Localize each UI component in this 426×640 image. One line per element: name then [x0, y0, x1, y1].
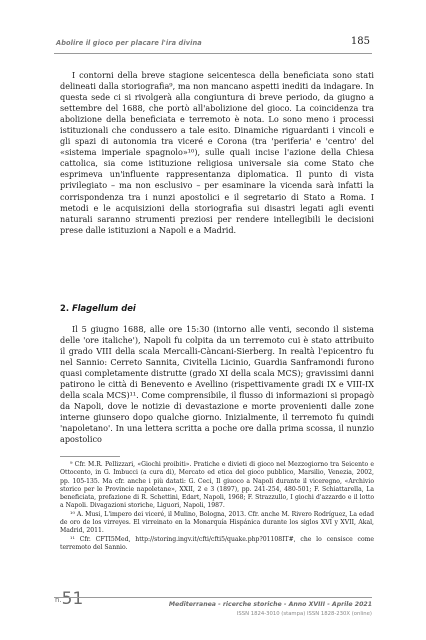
footnote-9: ⁹ Cfr. M.R. Pellizzari, «Giochi proibiti». Pratiche e divieti di gioco nel Mezzogiorno tra Seicento e Ottocento, in G. Imbucci (a cura di), Mercato ed etica del gioco pubblico, Marsilio, Venezia, 2002, pp. 105-135. Ma cfr. anche i più datati: G. Ceci, Il giuoco a Napoli durante il viceregno, «Archivio storico per le Provincie napoletane», XXII, 2 e 3 (1897), pp. 241-254, 480-501; F. Schiattarella, La beneficiata, prefazione di R. Schettini, Edart, Napoli, 1968; F. Strazzullo, I giochi d'azzardo e il lotto a Napoli. Divagazioni storiche, Liguori, Napoli, 1987. [60, 461, 374, 510]
section-title: Flagellum dei [71, 303, 136, 313]
body-paragraph-2 [60, 324, 374, 446]
footer-separator [54, 597, 372, 598]
journal-title: Mediterranea - ricerche storiche - Anno XVIII - Aprile 2021 [168, 601, 372, 608]
paragraph-text: Il 5 giugno 1688, alle ore 15:30 (intorno alle venti, secondo il sistema delle 'ore italiche'), Napoli fu colpita da un terremoto cui è stato attribuito il grado VIII della scala Mercalli-Càncani-Sierberg. In realtà l'epicentro fu nel Sannio: Cerreto Sannita, Civitella Licinio, Guardia Sanframondi furono quasi completamente distrutte (grado XI della scala MCS); gravissimi danni patirono le città di Benevento e Avellino (rispettivamente gradi IX e VIII-IX della scala MCS)¹¹. Come comprensibile, il flusso di informazioni si propagò da Napoli, dove le notizie di devastazione e morte provenienti dalle zone interne giunsero dopo qualche giorno. Inizialmente, il terremoto fu quindi 'napoletano'. In una lettera scritta a poche ore dalla prima scossa, il nunzio apostolico [60, 324, 374, 445]
issue-number [55, 589, 83, 609]
issue-number-value: 51 [61, 589, 84, 609]
footnote-11: ¹¹ Cfr. CFTI5Med, http://storing.ingv.it/cfti/cfti5/quake.php?01108IT#, che lo censisce come terremoto del Sannio. [60, 535, 374, 551]
issn-line: ISSN 1824-3010 (stampa) ISSN 1828-230X (online) [236, 611, 372, 617]
issue-prefix: n. [55, 596, 62, 604]
footnotes [60, 461, 374, 552]
running-title: Abolire il gioco per placare l'ira divina [56, 39, 202, 47]
page-number: 185 [350, 36, 370, 47]
section-number: 2. [60, 303, 70, 313]
body-paragraph-1 [60, 70, 374, 236]
footnote-separator [60, 456, 120, 457]
running-header [54, 37, 372, 54]
section-heading [60, 303, 136, 313]
footnote-10: ¹⁰ A. Musi, L'impero dei viceré, il Mulino, Bologna, 2013. Cfr. anche M. Rivero Rodríguez, La edad de oro de los virreyes. El virreinato en la Monarquía Hispánica durante los siglos XVI y XVII, Akal, Madrid, 2011. [60, 510, 374, 535]
paragraph-text: I contorni della breve stagione seicentesca della beneficiata sono stati delineati dalla storiografia⁹, ma non mancano aspetti inediti da indagare. In questa sede ci si rivolgerà alla congiuntura di breve periodo, da giugno a settembre del 1688, che portò all'abolizione del gioco. La coincidenza tra abolizione della beneficiata e terremoto è nota. Lo sono meno i processi istituzionali che condussero a tale esito. Dinamiche riguardanti i vincoli e gli spazi di autonomia tra viceré e Corona (tra 'periferia' e 'centro' del «sistema imperiale spagnolo»¹⁰), sulle quali incise l'azione della Chiesa cattolica, sia come istituzione religiosa universale sia come Stato che esprimeva un'influente rappresentanza diplomatica. Il punto di vista privilegiato – ma non esclusivo – per esaminare la vicenda sarà infatti la corrispondenza tra i nunzi apostolici e il segretario di Stato a Roma. I metodi e le acquisizioni della storiografia sui disastri legati agli eventi naturali saranno strumenti preziosi per rendere intellegibili le decisioni prese dalle istituzioni a Napoli e a Madrid. [60, 70, 374, 235]
